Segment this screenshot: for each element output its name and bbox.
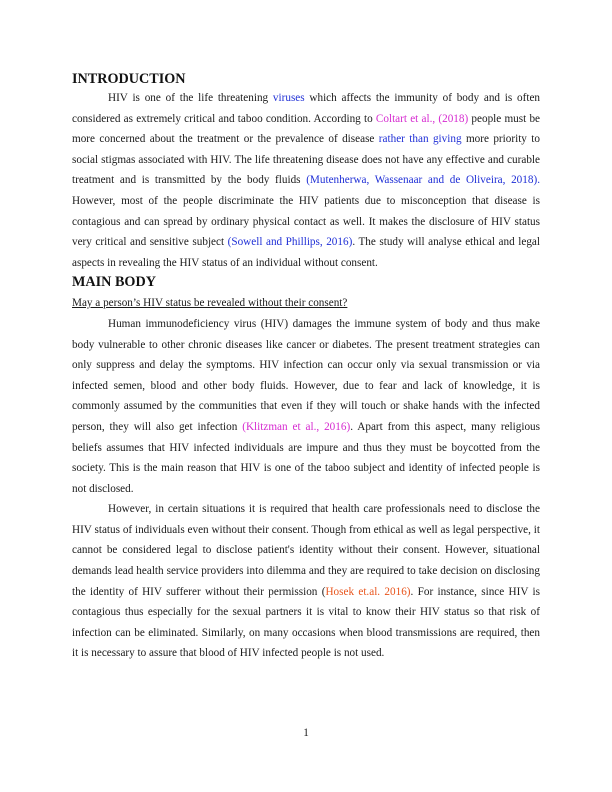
main-body-paragraph-1 — [72, 314, 540, 499]
section-subheading: May a person’s HIV status be revealed without their consent? — [72, 297, 348, 310]
introduction-paragraph — [72, 88, 540, 273]
intro-text-2: which affects the immunity of body and is often considered as extremely critical and taboo condition. According to — [72, 92, 540, 125]
hosek-citation[interactable]: Hosek et.al. 2016) — [325, 585, 411, 598]
klitzman-citation[interactable]: (Klitzman et al., 2016) — [242, 420, 351, 433]
intro-text-6: . The study will analyse ethical and legal aspects in revealing the HIV status of an individual without consent. — [72, 236, 540, 269]
intro-text-1: HIV is one of the life threatening — [108, 92, 273, 104]
intro-text-4: more priority to social stigmas associated with HIV. The life threatening disease does not have any effective and curable treatment and is transmitted by the body fluids — [72, 133, 540, 187]
body1-text-b: . Apart from this aspect, many religious beliefs assumes that HIV infected individuals are impure and thus they must be boycotted from the society. This is the main reason that HIV is one of the taboo subject and identity of infected people is not disclosed. — [72, 420, 540, 495]
page-number: 1 — [303, 727, 309, 739]
page-content — [72, 70, 540, 664]
main-body-heading: MAIN BODY — [72, 274, 156, 291]
intro-text-3: people must be more concerned about the treatment or the prevalence of disease — [72, 112, 540, 146]
body2-text-a: However, in certain situations it is required that health care professionals need to disclose the HIV status of individuals even without their consent. Though from ethical as well as legal perspective, it cannot be considered legal to disclose patient's identity without their consent. However, situational demands lead health service providers into dilemma and they are required to take decision on disclosing the identity of HIV sufferer without their permission ( — [72, 503, 540, 598]
intro-text-5: However, most of the people discriminate the HIV patients due to misconception that disease is contagious and can spread by ordinary physical contact as well. It makes the disclosure of HIV status very critical and sensitive subject — [72, 194, 540, 249]
main-body-paragraph-2 — [72, 499, 540, 664]
body1-text-a: Human immunodeficiency virus (HIV) damages the immune system of body and thus make body vulnerable to other chronic diseases like cancer or diabetes. The present treatment strategies can only suppress and delay the symptoms. HIV infection can occur only via sexual transmission or via infected semen, blood and other body fluids. However, due to fear and lack of knowledge, it is commonly assumed by the communities that even if they will touch or shake hands with the infected person, they will also get infection — [72, 317, 540, 433]
viruses-link[interactable]: viruses — [272, 92, 305, 104]
sowell-citation[interactable]: (Sowell and Phillips, 2016) — [227, 236, 353, 249]
coltart-citation[interactable]: Coltart et al., (2018) — [375, 112, 469, 125]
introduction-heading: INTRODUCTION — [72, 71, 186, 87]
body2-text-b: . For instance, since HIV is contagious thus especially for the sexual partners it is vital to know their HIV status so that risk of infection can be eliminated. Similarly, on many occasions when blood transmissions are required, then it is necessary to assure that blood of HIV infected people is not used. — [72, 585, 541, 660]
rather-than-giving-link[interactable]: rather than giving — [378, 133, 462, 146]
mutenherwa-citation[interactable]: (Mutenherwa, Wassenaar and de Oliveira, 2018). — [306, 174, 540, 187]
